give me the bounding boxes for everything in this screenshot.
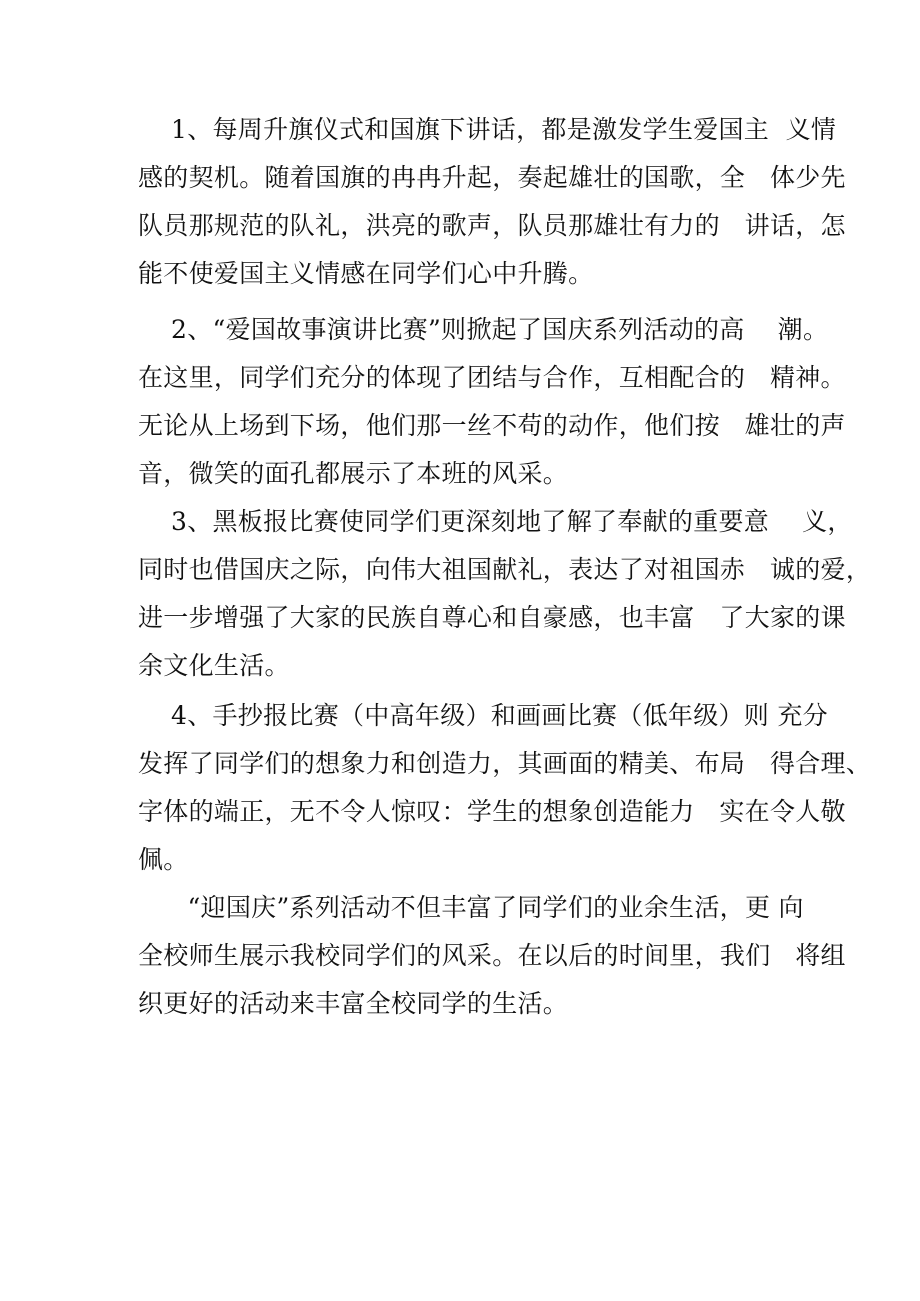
paragraph-line: 能不使爱国主义情感在同学们心中升腾。 <box>138 259 594 288</box>
paragraph-line: 余文化生活。 <box>138 651 290 680</box>
paragraph-line: 无论从上场到下场，他们那一丝不苟的动作，他们按 雄壮的声 <box>138 411 846 440</box>
paragraph-3 <box>138 498 872 690</box>
paragraph-line: 全校师生展示我校同学们的风采。在以后的时间里，我们 将组 <box>138 941 846 970</box>
paragraph-line: 发挥了同学们的想象力和创造力，其画面的精美、布局 得合理、 <box>138 749 872 778</box>
paragraph-line: 进一步增强了大家的民族自尊心和自豪感，也丰富 了大家的课 <box>138 603 846 632</box>
paragraph-line: 2、“爱国故事演讲比赛”则掀起了国庆系列活动的高 潮。 <box>138 315 829 344</box>
paragraph-1 <box>138 106 846 298</box>
paragraph-line: 织更好的活动来丰富全校同学的生活。 <box>138 989 569 1018</box>
paragraph-line: “迎国庆”系列活动不但丰富了同学们的业余生活，更 向 <box>138 893 804 922</box>
paragraph-line: 感的契机。随着国旗的冉冉升起，奏起雄壮的国歌，全 体少先 <box>138 163 846 192</box>
paragraph-4 <box>138 692 872 884</box>
paragraph-line: 3、黑板报比赛使同学们更深刻地了解了奉献的重要意 义， <box>138 507 853 536</box>
paragraph-line: 在这里，同学们充分的体现了团结与合作，互相配合的 精神。 <box>138 363 846 392</box>
paragraph-line: 4、手抄报比赛（中高年级）和画画比赛（低年级）则 充分 <box>138 701 828 730</box>
paragraph-line: 队员那规范的队礼，洪亮的歌声，队员那雄壮有力的 讲话，怎 <box>138 211 846 240</box>
paragraph-line: 音，微笑的面孔都展示了本班的风采。 <box>138 459 569 488</box>
paragraph-line: 佩。 <box>138 845 189 874</box>
paragraph-line: 字体的端正，无不令人惊叹：学生的想象创造能力 实在令人敬 <box>138 797 846 826</box>
paragraph-line: 同时也借国庆之际，向伟大祖国献礼，表达了对祖国赤 诚的爱， <box>138 555 872 584</box>
paragraph-2 <box>138 306 846 498</box>
paragraph-5 <box>138 884 846 1028</box>
paragraph-line: 1、每周升旗仪式和国旗下讲话，都是激发学生爱国主 义情 <box>138 115 837 144</box>
